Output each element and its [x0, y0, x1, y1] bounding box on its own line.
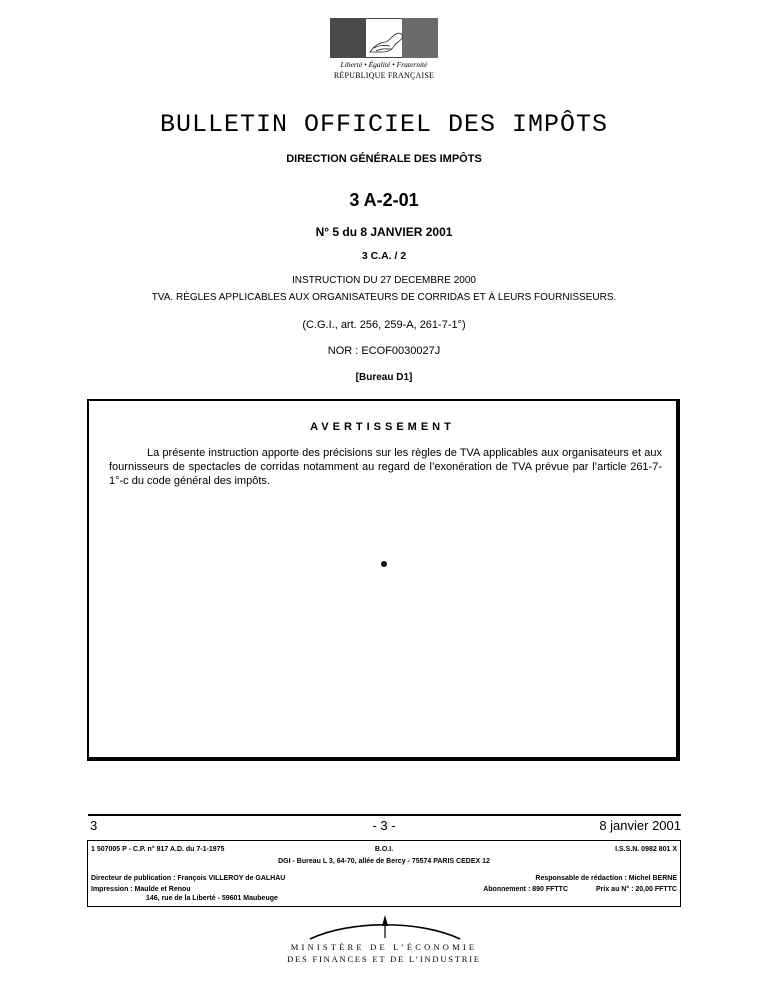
issue-price: Prix au N° : 20,00 FFTTC: [596, 886, 677, 893]
ministry-name-line1: MINISTÈRE DE L’ÉCONOMIE: [290, 942, 478, 952]
marianne-profile-icon: [330, 18, 438, 58]
nor-reference: NOR : ECOF0030027J: [327, 345, 441, 357]
direction-heading: DIRECTION GÉNÉRALE DES IMPÔTS: [286, 153, 482, 165]
warning-title: AVERTISSEMENT: [310, 421, 455, 433]
ministry-name-line2: DES FINANCES ET DE L’INDUSTRIE: [287, 954, 481, 964]
subscription-price: Abonnement : 890 FFTTC: [483, 886, 568, 893]
printer-name: Impression : Maulde et Renou: [91, 886, 191, 893]
instruction-subject: TVA. RÈGLES APPLICABLES AUX ORGANISATEURS DE CORRIDAS ET À LEURS FOURNISSEURS.: [151, 292, 617, 303]
classification-code: 3 C.A. / 2: [361, 250, 407, 262]
logo-motto: Liberté • Égalité • Fraternité: [340, 60, 428, 69]
cp-number: 1 507005 P - C.P. n° 817 A.D. du 7-1-1975: [91, 846, 225, 853]
footer-divider: [88, 814, 681, 816]
printer-address: 146, rue de la Liberté - 59601 Maubeuge: [146, 895, 278, 902]
page-number-left: 3: [90, 818, 98, 833]
dgi-address: DGI - Bureau L 3, 64-70, allée de Bercy - 75574 PARIS CEDEX 12: [278, 858, 490, 865]
issue-number: N° 5 du 8 JANVIER 2001: [315, 225, 453, 239]
editor-in-charge: Responsable de rédaction : Michel BERNE: [535, 875, 677, 882]
page-number-center: - 3 -: [372, 818, 396, 833]
warning-text: La présente instruction apporte des précisions sur les règles de TVA applicables aux organisateurs et aux fournisseurs de spectacles de corridas notamment au regard de l’exonération de TVA prévue par l’article 261-7-1°-c du code général des impôts.: [109, 447, 662, 487]
bullet-dot: [381, 561, 387, 567]
reference-code: 3 A-2-01: [349, 190, 419, 210]
marianne-logo: [330, 18, 438, 84]
instruction-date: INSTRUCTION DU 27 DECEMBRE 2000: [292, 275, 476, 286]
page-date: 8 janvier 2001: [599, 818, 681, 833]
bulletin-title: BULLETIN OFFICIEL DES IMPÔTS: [159, 110, 609, 139]
publication-director: Directeur de publication : François VILLEROY de GALHAU: [91, 875, 286, 882]
logo-republic: RÉPUBLIQUE FRANÇAISE: [333, 71, 435, 80]
boi-label: B.O.I.: [374, 846, 394, 853]
warning-box: [87, 399, 680, 761]
issn-number: I.S.S.N. 0982 801 X: [615, 846, 677, 853]
publication-info-box: [87, 840, 681, 907]
ministry-arc-icon: [290, 914, 480, 940]
bureau-label: [Bureau D1]: [355, 372, 413, 383]
cgi-reference: (C.G.I., art. 256, 259-A, 261-7-1°): [302, 319, 466, 331]
